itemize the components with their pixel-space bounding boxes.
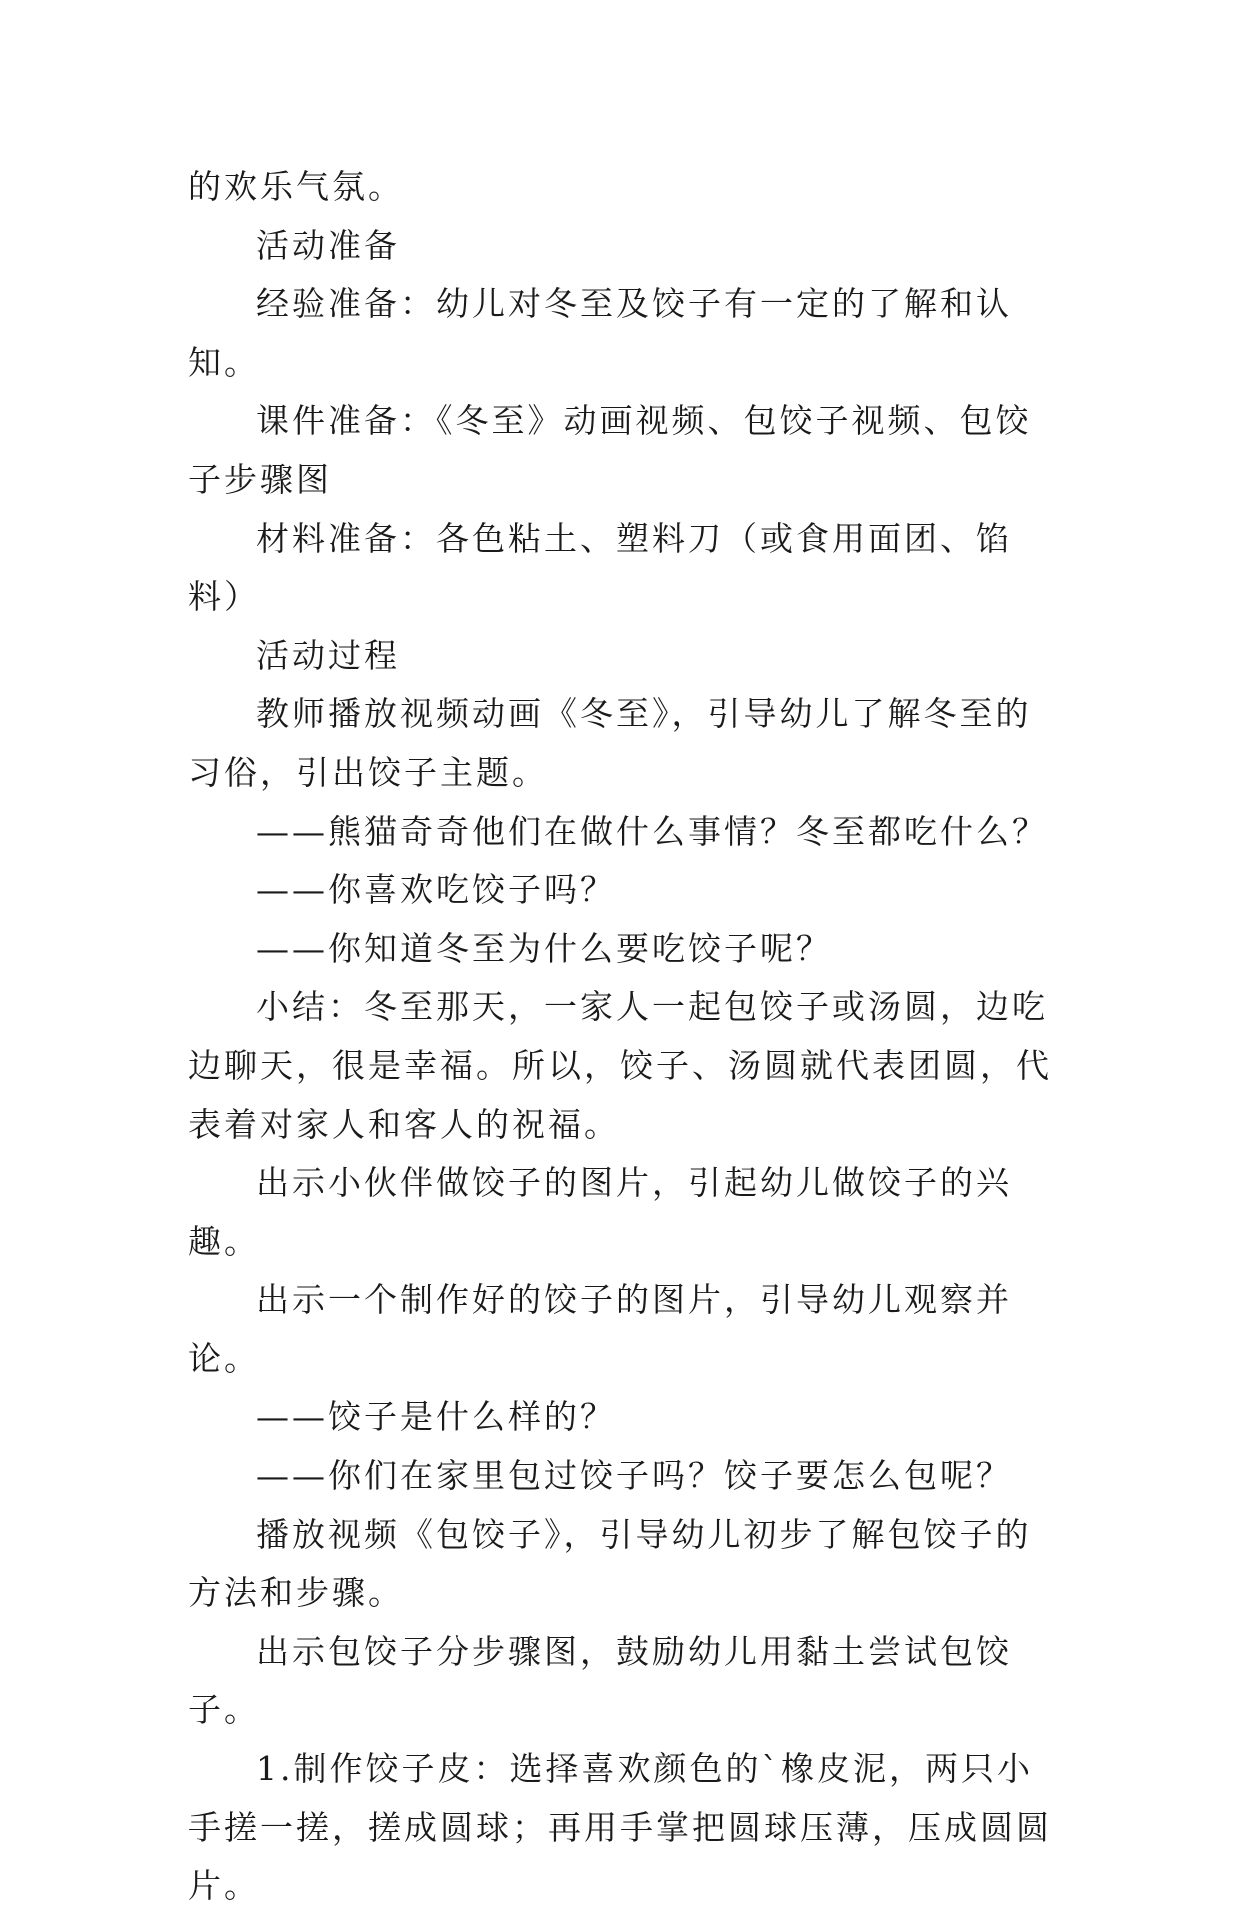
question-line: ——饺子是什么样的？ [256, 1397, 616, 1437]
question-line: ——你喜欢吃饺子吗？ [256, 870, 616, 910]
section-heading: 活动过程 [256, 635, 400, 675]
paragraph: 教师播放视频动画《冬至》，引导幼儿了解冬至的习俗，引出饺子主题。 [188, 694, 1032, 792]
paragraph: 小结：冬至那天，一家人一起包饺子或汤圆，边吃边聊天，很是幸福。所以，饺子、汤圆就代表团圆，代表着对家人和客人的祝福。 [188, 987, 1052, 1144]
paragraph: 出示一个制作好的饺子的图片，引导幼儿观察并论。 [188, 1280, 1012, 1378]
question-line: ——熊猫奇奇他们在做什么事情？冬至都吃什么？ [256, 811, 1048, 851]
paragraph: 材料准备：各色粘土、塑料刀（或食用面团、馅料） [188, 518, 1012, 617]
paragraph: 出示包饺子分步骤图，鼓励幼儿用黏土尝试包饺子。 [188, 1631, 1012, 1730]
step-item: 1.制作饺子皮：选择喜欢颜色的`橡皮泥，两只小手搓一搓，搓成圆球；再用手掌把圆球压薄，压成圆圆片。 [188, 1749, 1052, 1906]
paragraph: 出示小伙伴做饺子的图片，引起幼儿做饺子的兴趣。 [188, 1163, 1012, 1261]
question-line: ——你们在家里包过饺子吗？饺子要怎么包呢？ [256, 1456, 1012, 1496]
paragraph: 的欢乐气氛。 [188, 167, 404, 206]
section-heading: 活动准备 [256, 225, 400, 265]
paragraph: 播放视频《包饺子》，引导幼儿初步了解包饺子的方法和步骤。 [188, 1514, 1032, 1613]
paragraph: 课件准备：《冬至》动画视频、包饺子视频、包饺子步骤图 [188, 401, 1032, 499]
paragraph: 经验准备：幼儿对冬至及饺子有一定的了解和认知。 [188, 284, 1012, 382]
question-line: ——你知道冬至为什么要吃饺子呢？ [256, 928, 832, 968]
document-body [188, 158, 1058, 1916]
